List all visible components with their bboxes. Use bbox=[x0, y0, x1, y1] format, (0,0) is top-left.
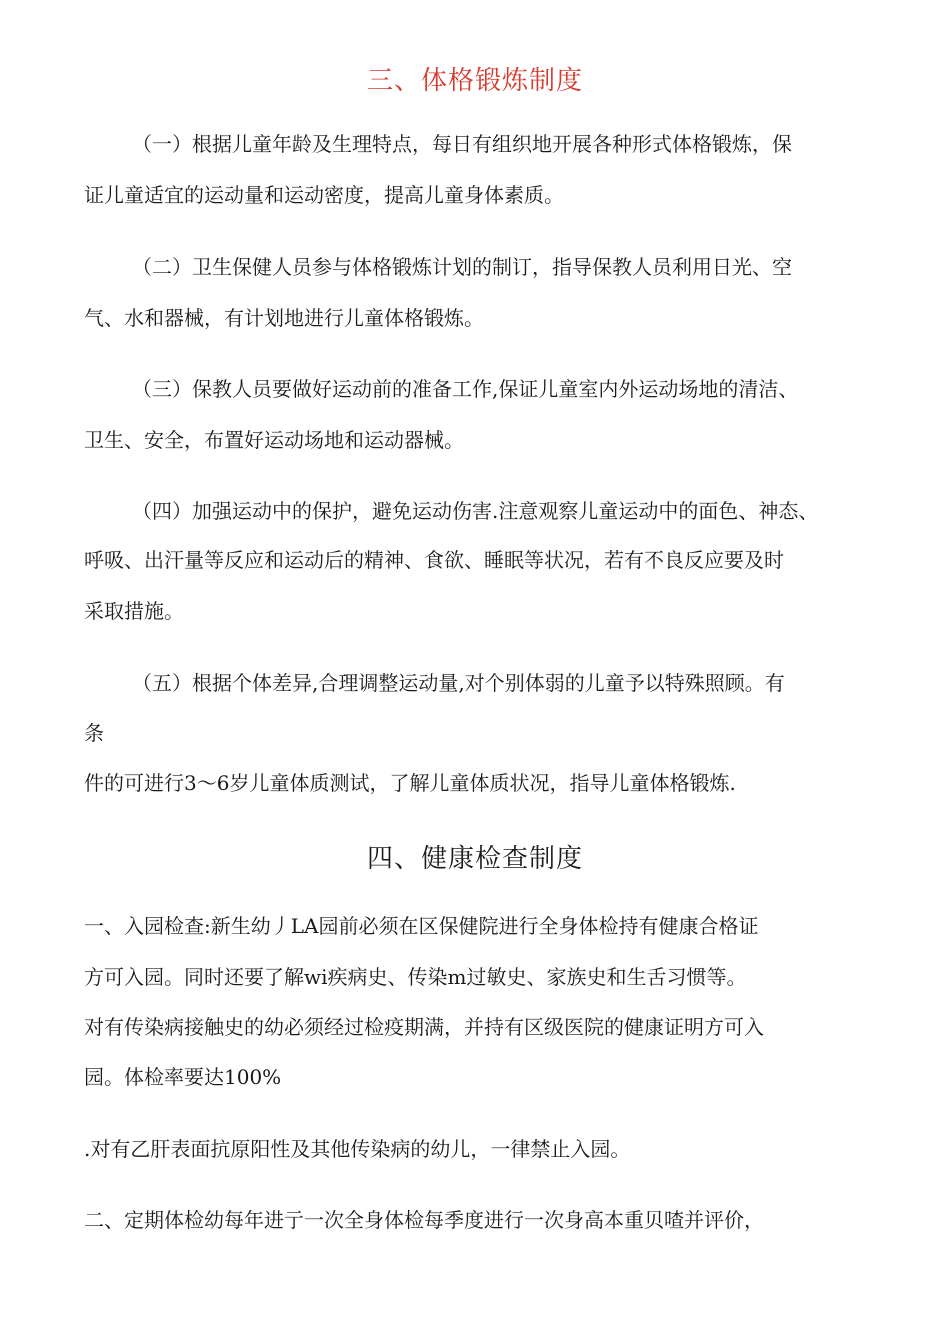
paragraph-3-line-2: 卫生、安全，布置好运动场地和运动器械。 bbox=[84, 428, 464, 452]
paragraph-5-line-3: 件的可进行3～6岁儿童体质测试，了解儿童体质状况，指导儿童体格锻炼. bbox=[84, 771, 736, 795]
paragraph-1-line-2: 证儿童适宜的运动量和运动密度，提高儿童身体素质。 bbox=[84, 183, 564, 207]
section-4-line-5: .对有乙肝表面抗原阳性及其他传染病的幼儿，一律禁止入园。 bbox=[84, 1137, 631, 1161]
paragraph-2-line-2: 气、水和器械，有计划地进行儿童体格锻炼。 bbox=[84, 306, 484, 330]
section-4-line-6: 二、定期体检幼每年进亍一次全身体检每季度进行一次身高本重贝喳并评价， bbox=[84, 1208, 764, 1232]
paragraph-5-line-2: 条 bbox=[84, 721, 104, 745]
paragraph-4-line-2: 呼吸、出汗量等反应和运动后的精神、食欲、睡眠等状况，若有不良反应要及时 bbox=[84, 548, 784, 572]
section-4-line-3: 对有传染病接触史的幼必须经过检疫期满，并持有区级医院的健康证明方可入 bbox=[84, 1015, 764, 1039]
section-4-line-2: 方可入园。同时还要了解wi疾病史、传染m过敏史、家族史和生舌习惯等。 bbox=[84, 965, 747, 989]
section-4-title: 四、健康检查制度 bbox=[366, 844, 583, 874]
paragraph-4-line-1: （四）加强运动中的保护，避免运动伤害.注意观察儿童运动中的面色、神态、 bbox=[132, 499, 819, 523]
paragraph-1-line-1: （一）根据儿童年龄及生理特点，每日有组织地开展各种形式体格锻炼，保 bbox=[132, 132, 792, 156]
paragraph-3-line-1: （三）保教人员要做好运动前的准备工作,保证儿童室内外运动场地的清洁、 bbox=[132, 377, 799, 401]
section-4-line-4: 园。体检率要达100% bbox=[84, 1065, 282, 1089]
section-3-title: 三、体格锻炼制度 bbox=[366, 66, 583, 96]
paragraph-2-line-1: （二）卫生保健人员参与体格锻炼计划的制订，指导保教人员利用日光、空 bbox=[132, 255, 792, 279]
section-4-line-1: 一、入园检查:新生幼丿LA园前必须在区保健院进行全身体检持有健康合格证 bbox=[84, 914, 759, 938]
paragraph-5-line-1: （五）根据个体差异,合理调整运动量,对个别体弱的儿童予以特殊照顾。有 bbox=[132, 671, 785, 695]
paragraph-4-line-3: 采取措施。 bbox=[84, 599, 184, 623]
